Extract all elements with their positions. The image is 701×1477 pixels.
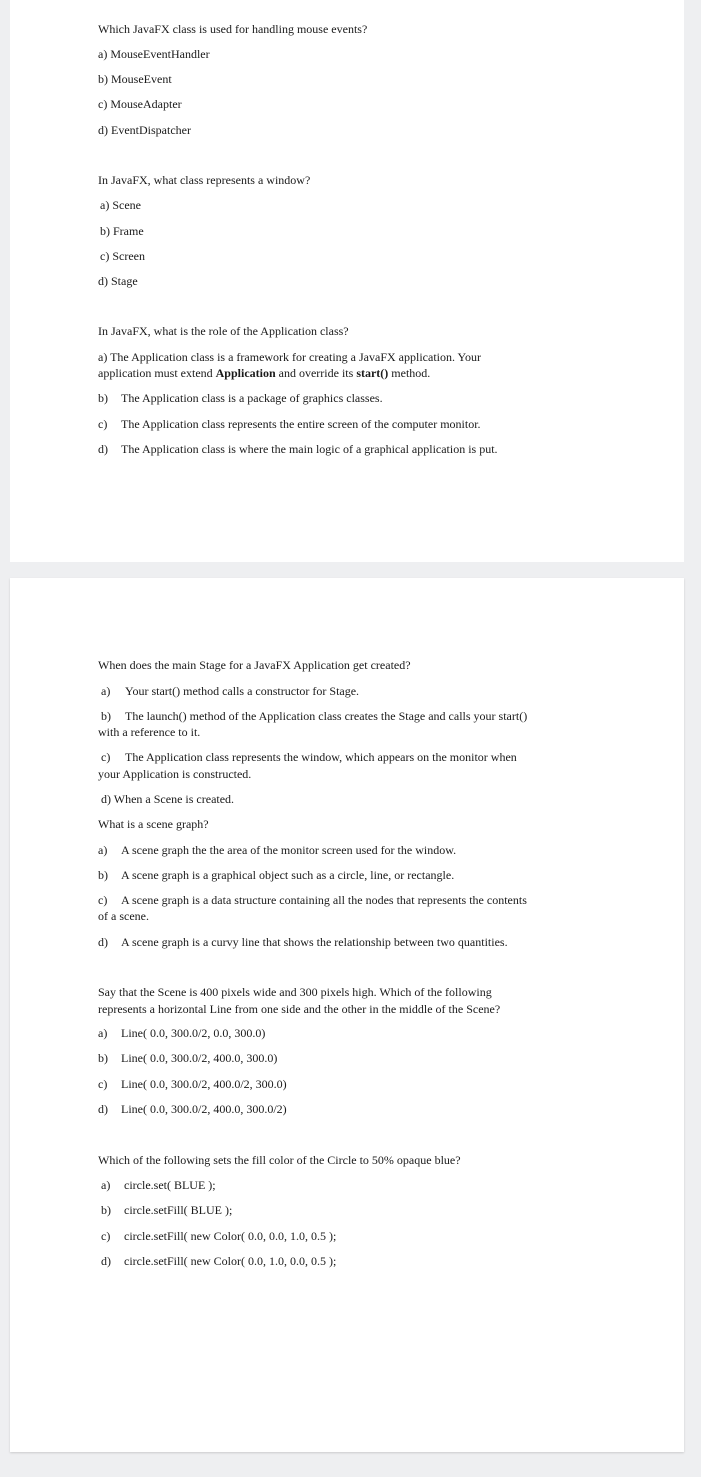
option-text: The Application class represents the window, which appears on the monitor when [125,750,517,764]
question-1-option-c: c) MouseAdapter [98,97,182,111]
question-5-option-c-cont: of a scene. [98,909,149,923]
question-2-option-d: d) Stage [98,274,138,288]
option-label: d) [98,442,108,456]
option-text: Line( 0.0, 300.0/2, 400.0, 300.0) [121,1051,278,1065]
option-text: Your start() method calls a constructor for Stage. [125,684,360,698]
question-4-text: When does the main Stage for a JavaFX Application get created? [98,658,411,672]
option-text: circle.setFill( BLUE ); [124,1203,233,1217]
question-6-option-d [98,1102,578,1117]
option-label: b) [101,1203,111,1217]
question-6-option-a [98,1026,578,1041]
option-label: d) [101,1254,111,1268]
bold-term-start: start() [356,366,389,380]
question-7-option-d [101,1254,581,1269]
option-text: The launch() method of the Application class creates the Stage and calls your start() [125,709,528,723]
option-text: The Application class represents the entire screen of the computer monitor. [121,417,481,431]
question-6-option-c [98,1077,578,1092]
question-3-option-b [98,391,578,406]
question-1-option-a: a) MouseEventHandler [98,47,210,61]
option-text: and override its [275,366,357,380]
option-text: The Application class is a package of graphics classes. [121,391,383,405]
question-3-option-a-line2 [98,366,578,381]
option-text: A scene graph is a curvy line that shows the relationship between two quantities. [121,935,508,949]
option-label: c) [98,893,108,907]
option-text: application must extend [98,366,216,380]
option-label: c) [98,1077,108,1091]
option-text: Line( 0.0, 300.0/2, 400.0, 300.0/2) [121,1102,287,1116]
question-4-option-a [98,684,578,699]
question-7-option-a [101,1178,581,1193]
bold-term-application: Application [215,366,276,380]
option-label: a) [101,684,111,698]
option-label: b) [98,868,108,882]
question-1-text: Which JavaFX class is used for handling mouse events? [98,22,368,36]
option-label: d) [98,935,108,949]
option-label: c) [101,750,111,764]
question-5-text: What is a scene graph? [98,817,209,831]
option-text: A scene graph the the area of the monitor screen used for the window. [121,843,457,857]
option-text: circle.set( BLUE ); [124,1178,216,1192]
question-7-text: Which of the following sets the fill color of the Circle to 50% opaque blue? [98,1153,461,1167]
question-4-option-c-cont: your Application is constructed. [98,767,252,781]
question-1-option-d: d) EventDispatcher [98,123,191,137]
option-text: A scene graph is a data structure containing all the nodes that represents the contents [121,893,527,907]
question-1-option-b: b) MouseEvent [98,72,172,86]
question-4-option-b-cont: with a reference to it. [98,725,201,739]
option-text: A scene graph is a graphical object such as a circle, line, or rectangle. [121,868,455,882]
question-5-option-a [98,843,578,858]
option-label: c) [101,1229,111,1243]
question-5-option-b [98,868,578,883]
option-label: b) [101,709,111,723]
option-label: a) [101,1178,111,1192]
question-3-text: In JavaFX, what is the role of the Application class? [98,324,349,338]
option-label: c) [98,417,108,431]
option-text: The Application class is where the main logic of a graphical application is put. [121,442,498,456]
question-3-option-c [98,417,578,432]
option-label: d) [98,1102,108,1116]
question-4-option-d: d) When a Scene is created. [101,792,235,806]
option-text: circle.setFill( new Color( 0.0, 1.0, 0.0, 0.5 ); [124,1254,337,1268]
question-3-option-d [98,442,578,457]
question-5-option-c [98,893,578,908]
question-6-text-line1: Say that the Scene is 400 pixels wide and 300 pixels high. Which of the following [98,985,492,999]
option-text: Line( 0.0, 300.0/2, 0.0, 300.0) [121,1026,266,1040]
option-text: circle.setFill( new Color( 0.0, 0.0, 1.0, 0.5 ); [124,1229,337,1243]
option-label: b) [98,391,108,405]
question-3-option-a-line1: a) The Application class is a framework for creating a JavaFX application. Your [98,350,482,364]
question-2-option-c: c) Screen [100,249,145,263]
option-label: b) [98,1051,108,1065]
option-label: a) [98,1026,108,1040]
question-6-option-b [98,1051,578,1066]
question-2-text: In JavaFX, what class represents a window? [98,173,311,187]
question-7-option-b [101,1203,581,1218]
question-2-option-b: b) Frame [100,224,144,238]
question-7-option-c [101,1229,581,1244]
option-text: method. [388,366,431,380]
question-2-option-a: a) Scene [100,198,141,212]
option-text: Line( 0.0, 300.0/2, 400.0/2, 300.0) [121,1077,287,1091]
question-5-option-d [98,935,578,950]
question-4-option-c [98,750,578,765]
option-label: a) [98,843,108,857]
question-6-text-line2: represents a horizontal Line from one side and the other in the middle of the Scene? [98,1002,501,1016]
question-4-option-b [98,709,578,724]
